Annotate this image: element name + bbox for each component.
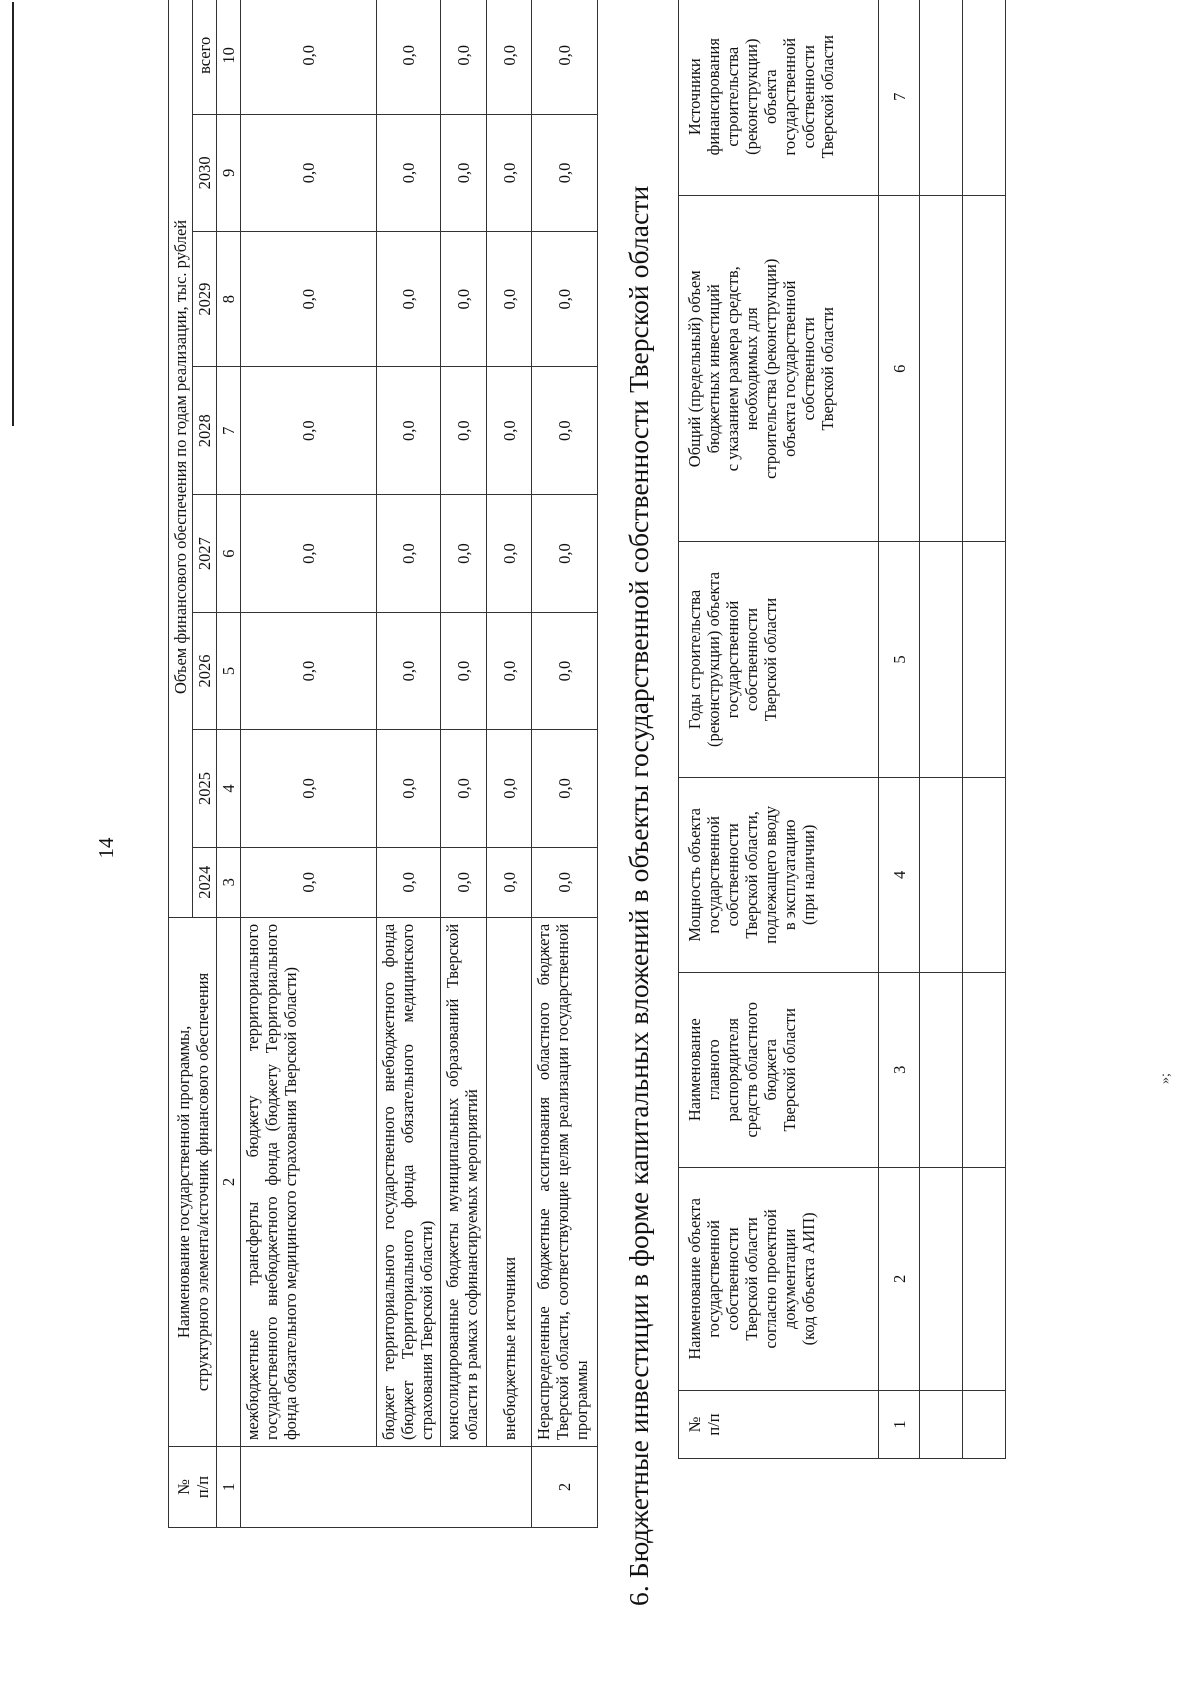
index-row bbox=[879, 0, 920, 1459]
source-name: внебюджетные источники bbox=[487, 917, 532, 1446]
empty-cell bbox=[963, 1167, 1006, 1390]
year-2030: 2030 bbox=[193, 114, 217, 231]
index-row bbox=[217, 0, 241, 1528]
year-2025: 2025 bbox=[193, 730, 217, 847]
value-cell: 0,0 bbox=[487, 847, 532, 917]
table-row bbox=[963, 0, 1006, 1459]
header-capacity: Мощность объекта государственной собственности Тверской области, подлежащего вводу в эксплуатацию (при наличии) bbox=[679, 777, 879, 972]
capital-investments-table bbox=[678, 0, 1006, 1459]
empty-cell bbox=[920, 542, 963, 778]
empty-cell bbox=[920, 196, 963, 542]
table-row bbox=[377, 0, 441, 1528]
value-cell: 0,0 bbox=[532, 0, 598, 114]
value-cell: 0,0 bbox=[532, 847, 598, 917]
empty-cell bbox=[920, 777, 963, 972]
year-2026: 2026 bbox=[193, 612, 217, 729]
value-cell: 0,0 bbox=[241, 612, 377, 729]
value-cell: 0,0 bbox=[532, 232, 598, 367]
value-cell: 0,0 bbox=[487, 232, 532, 367]
header-no: № п/п bbox=[679, 1391, 879, 1459]
value-cell: 0,0 bbox=[377, 847, 441, 917]
value-cell: 0,0 bbox=[377, 232, 441, 367]
empty-cell bbox=[963, 972, 1006, 1167]
scan-mark: »; bbox=[1158, 1073, 1173, 1084]
index-cell: 2 bbox=[217, 917, 241, 1446]
source-name: бюджет территориального государственного внебюджетного фонда (бюджет Территориального фонда обязательного медицинского страхования Тверской области) bbox=[377, 917, 441, 1446]
index-cell: 10 bbox=[217, 0, 241, 114]
table-row bbox=[487, 0, 532, 1528]
empty-cell bbox=[920, 0, 963, 196]
value-cell: 0,0 bbox=[241, 367, 377, 495]
table-row bbox=[441, 0, 487, 1528]
financing-table bbox=[168, 0, 598, 1528]
header-no: № п/п bbox=[169, 1447, 217, 1528]
index-cell: 4 bbox=[879, 777, 920, 972]
empty-cell bbox=[963, 777, 1006, 972]
index-cell: 8 bbox=[217, 232, 241, 367]
index-cell: 7 bbox=[879, 0, 920, 196]
header-name: Наименование государственной программы, структурного элемента/источник финансового обеспечения bbox=[169, 917, 217, 1446]
value-cell: 0,0 bbox=[441, 847, 487, 917]
table-row bbox=[920, 0, 963, 1459]
source-name: Нераспределенные бюджетные ассигнования областного бюджета Тверской области, соответствующие целям реализации государственной программы bbox=[532, 917, 598, 1446]
index-cell: 3 bbox=[217, 847, 241, 917]
value-cell: 0,0 bbox=[441, 612, 487, 729]
year-total: всего bbox=[193, 0, 217, 114]
row-number: 2 bbox=[532, 1447, 598, 1528]
value-cell: 0,0 bbox=[487, 367, 532, 495]
header-row bbox=[679, 0, 879, 1459]
year-2024: 2024 bbox=[193, 847, 217, 917]
index-cell: 6 bbox=[217, 495, 241, 612]
source-name: консолидированные бюджеты муниципальных образований Тверской области в рамках софинансируемых мероприятий bbox=[441, 917, 487, 1446]
index-cell: 5 bbox=[217, 612, 241, 729]
value-cell: 0,0 bbox=[377, 0, 441, 114]
value-cell: 0,0 bbox=[441, 114, 487, 231]
index-cell: 6 bbox=[879, 196, 920, 542]
value-cell: 0,0 bbox=[377, 730, 441, 847]
empty-cell bbox=[963, 196, 1006, 542]
header-funding-sources: Источники финансирования строительства (реконструкции) объекта государственной собственности Тверской области bbox=[679, 0, 879, 196]
top-rule bbox=[12, 2, 14, 426]
value-cell: 0,0 bbox=[532, 730, 598, 847]
value-cell: 0,0 bbox=[241, 232, 377, 367]
index-cell: 4 bbox=[217, 730, 241, 847]
value-cell: 0,0 bbox=[241, 0, 377, 114]
row-number bbox=[241, 1447, 532, 1528]
index-cell: 9 bbox=[217, 114, 241, 231]
header-object-name: Наименование объекта государственной собственности Тверской области согласно проектной документации (код объекта АИП) bbox=[679, 1167, 879, 1390]
value-cell: 0,0 bbox=[441, 367, 487, 495]
year-2027: 2027 bbox=[193, 495, 217, 612]
year-2029: 2029 bbox=[193, 232, 217, 367]
empty-cell bbox=[963, 542, 1006, 778]
value-cell: 0,0 bbox=[241, 730, 377, 847]
header-investment-volume: Общий (предельный) объем бюджетных инвестиций с указанием размера средств, необходимых для строительства (реконструкции) объекта государственной собственности Тверской области bbox=[679, 196, 879, 542]
page-number: 14 bbox=[94, 837, 118, 859]
empty-cell bbox=[963, 1391, 1006, 1459]
value-cell: 0,0 bbox=[532, 367, 598, 495]
header-construction-years: Годы строительства (реконструкции) объекта государственной собственности Тверской области bbox=[679, 542, 879, 778]
value-cell: 0,0 bbox=[377, 367, 441, 495]
value-cell: 0,0 bbox=[377, 114, 441, 231]
value-cell: 0,0 bbox=[487, 0, 532, 114]
section-title: 6. Бюджетные инвестиции в форме капитальных вложений в объекты государственной собственности Тверской области bbox=[623, 185, 654, 1606]
value-cell: 0,0 bbox=[441, 232, 487, 367]
header-budget-manager: Наименование главного распорядителя средств областного бюджета Тверской области bbox=[679, 972, 879, 1167]
index-cell: 3 bbox=[879, 972, 920, 1167]
value-cell: 0,0 bbox=[487, 730, 532, 847]
value-cell: 0,0 bbox=[241, 114, 377, 231]
index-cell: 7 bbox=[217, 367, 241, 495]
value-cell: 0,0 bbox=[441, 495, 487, 612]
index-cell: 2 bbox=[879, 1167, 920, 1390]
value-cell: 0,0 bbox=[487, 495, 532, 612]
value-cell: 0,0 bbox=[487, 612, 532, 729]
header-volume: Объем финансового обеспечения по годам реализации, тыс. рублей bbox=[169, 0, 193, 917]
value-cell: 0,0 bbox=[241, 847, 377, 917]
value-cell: 0,0 bbox=[377, 612, 441, 729]
empty-cell bbox=[963, 0, 1006, 196]
index-cell: 1 bbox=[879, 1391, 920, 1459]
empty-cell bbox=[920, 1391, 963, 1459]
value-cell: 0,0 bbox=[441, 730, 487, 847]
value-cell: 0,0 bbox=[532, 114, 598, 231]
value-cell: 0,0 bbox=[532, 495, 598, 612]
table-row bbox=[241, 0, 377, 1528]
year-2028: 2028 bbox=[193, 367, 217, 495]
empty-cell bbox=[920, 1167, 963, 1390]
empty-cell bbox=[920, 972, 963, 1167]
source-name: межбюджетные трансферты бюджету территориального государственного внебюджетного фонда (бюджету Территориального фонда обязательного медицинского страхования Тверской области) bbox=[241, 917, 377, 1446]
index-cell: 1 bbox=[217, 1447, 241, 1528]
table-row bbox=[532, 0, 598, 1528]
value-cell: 0,0 bbox=[241, 495, 377, 612]
value-cell: 0,0 bbox=[532, 612, 598, 729]
header-row bbox=[169, 0, 193, 1528]
value-cell: 0,0 bbox=[441, 0, 487, 114]
index-cell: 5 bbox=[879, 542, 920, 778]
value-cell: 0,0 bbox=[377, 495, 441, 612]
value-cell: 0,0 bbox=[487, 114, 532, 231]
